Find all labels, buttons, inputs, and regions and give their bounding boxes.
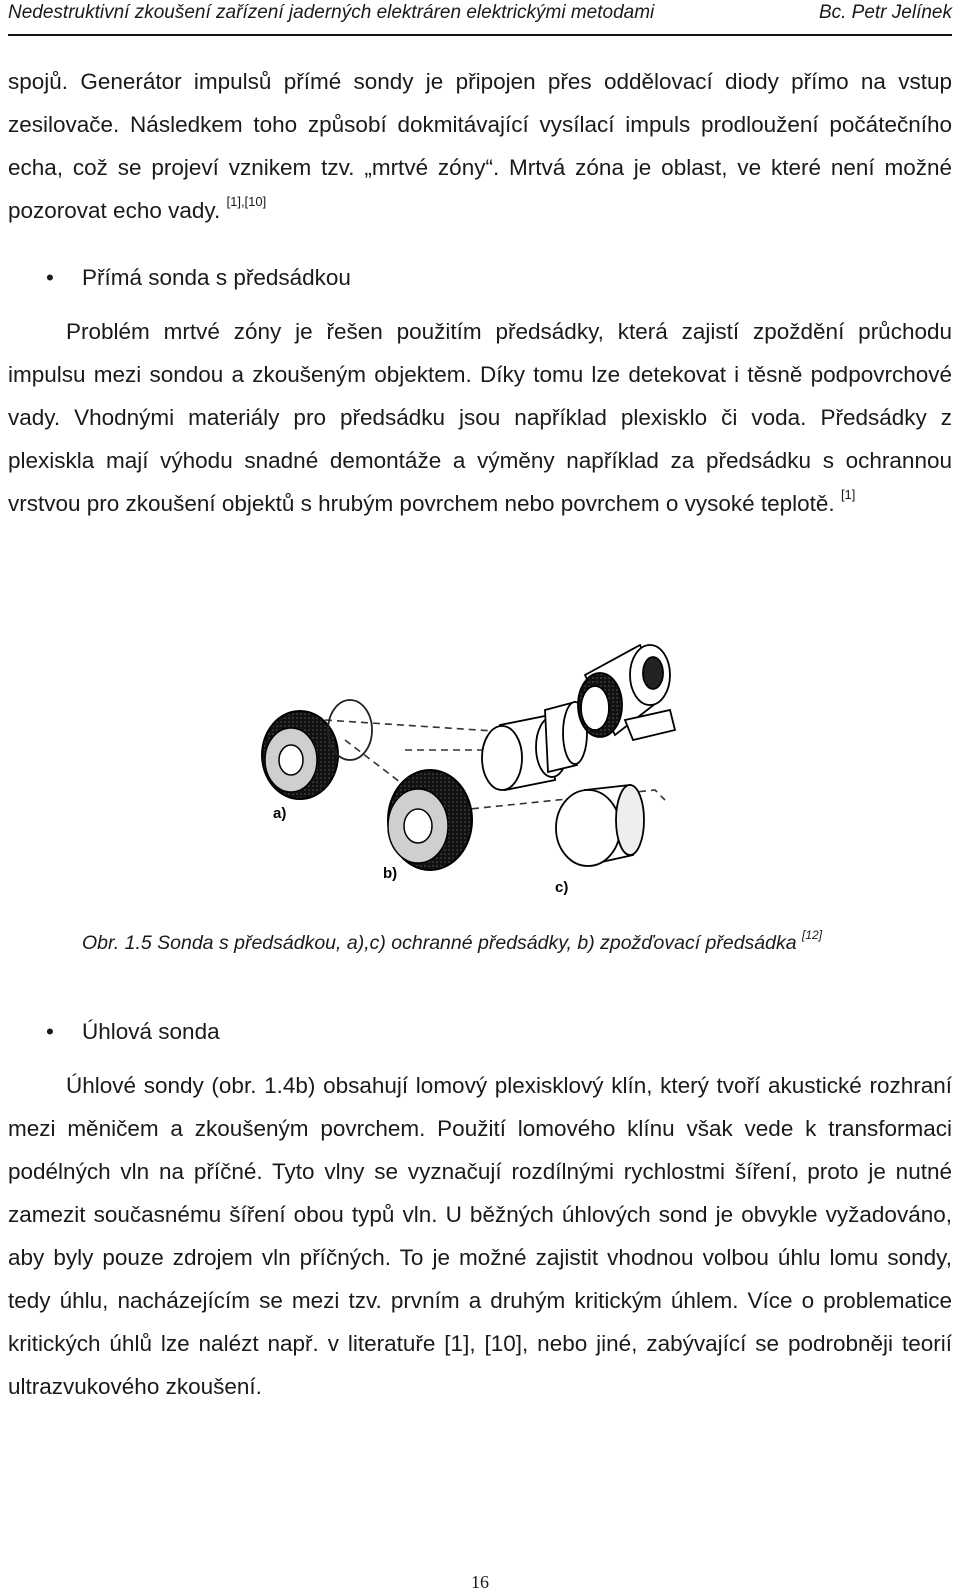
- figure-caption: [82, 928, 823, 955]
- header-title: Nedestruktivní zkoušení zařízení jaderných elektráren elektrickými metodami: [8, 2, 655, 23]
- protective-cap-c: [556, 785, 644, 866]
- paragraph-angle-probe: [8, 1064, 952, 1408]
- caption-text: Obr. 1.5 Sonda s předsádkou, a),c) ochranné předsádky, b) zpožďovací předsádka: [82, 932, 797, 954]
- citation: [1],[10]: [226, 194, 267, 209]
- header-author: Bc. Petr Jelínek: [818, 2, 952, 23]
- page-number: 16: [471, 1572, 489, 1592]
- paragraph-delay-line: [8, 310, 952, 525]
- paragraph-text: Problém mrtvé zóny je řešen použitím předsádky, která zajistí zpoždění průchodu impulsu mezi sondou a zkoušeným objektem. Díky tomu lze detekovat i těsně podpovrchové vady. Vhodnými materiály pro předsádku jsou například plexisklo či voda. Předsádky z plexiskla mají výhodu snadné demontáže a výměny například za předsádku s ochrannou vrstvou pro zkoušení objektů s hrubým povrchem nebo povrchem o vysoké teplotě.: [8, 319, 952, 516]
- bullet-label: Přímá sonda s předsádkou: [82, 265, 351, 290]
- figure-label-a: a): [273, 805, 287, 822]
- probe-illustration: [255, 640, 685, 920]
- paragraph-text: Úhlové sondy (obr. 1.4b) obsahují lomový plexisklový klín, který tvoří akustické rozhraní mezi měničem a zkoušeným povrchem. Použití lomového klínu však vede k transformaci podélných vln na příčné. Tyto vlny se vyznačují rozdílnými rychlostmi šíření, proto je nutné zamezit současnému šíření obou typů vln. U běžných úhlových sond je obvykle vyžadováno, aby byly pouze zdrojem vln příčných. To je možné zajistit vhodnou volbou úhlu lomu sondy, tedy úhlu, nacházejícím se mezi tzv. prvním a druhým kritickým úhlem. Více o problematice kritických úhlů lze nalézt např. v literatuře [1], [10], nebo jiné, zabývající se podrobněji teorií ultrazvukového zkoušení.: [8, 1073, 952, 1399]
- figure-label-c: c): [555, 879, 569, 896]
- protective-ring-a: [262, 711, 338, 799]
- figure-label-b: b): [383, 865, 398, 882]
- bullet-label: Úhlová sonda: [82, 1019, 220, 1044]
- bullet-symbol: •: [46, 265, 54, 290]
- paragraph-text: spojů. Generátor impulsů přímé sondy je připojen přes oddělovací diody přímo na vstup zesilovače. Následkem toho způsobí dokmitávající vysílací impuls prodloužení počátečního echa, což se projeví vznikem tzv. „mrtvé zóny“. Mrtvá zóna je oblast, ve které není možné pozorovat echo vady.: [8, 69, 952, 223]
- citation: [12]: [802, 928, 823, 942]
- probe-body: [578, 645, 675, 740]
- protective-disk: [328, 700, 372, 760]
- running-header: [8, 0, 952, 36]
- delay-ring-b: [388, 770, 472, 870]
- bullet-symbol: •: [46, 1019, 54, 1044]
- delay-line-cylinder: [482, 702, 587, 790]
- citation: [1]: [840, 487, 856, 502]
- paragraph-dead-zone: [8, 60, 952, 232]
